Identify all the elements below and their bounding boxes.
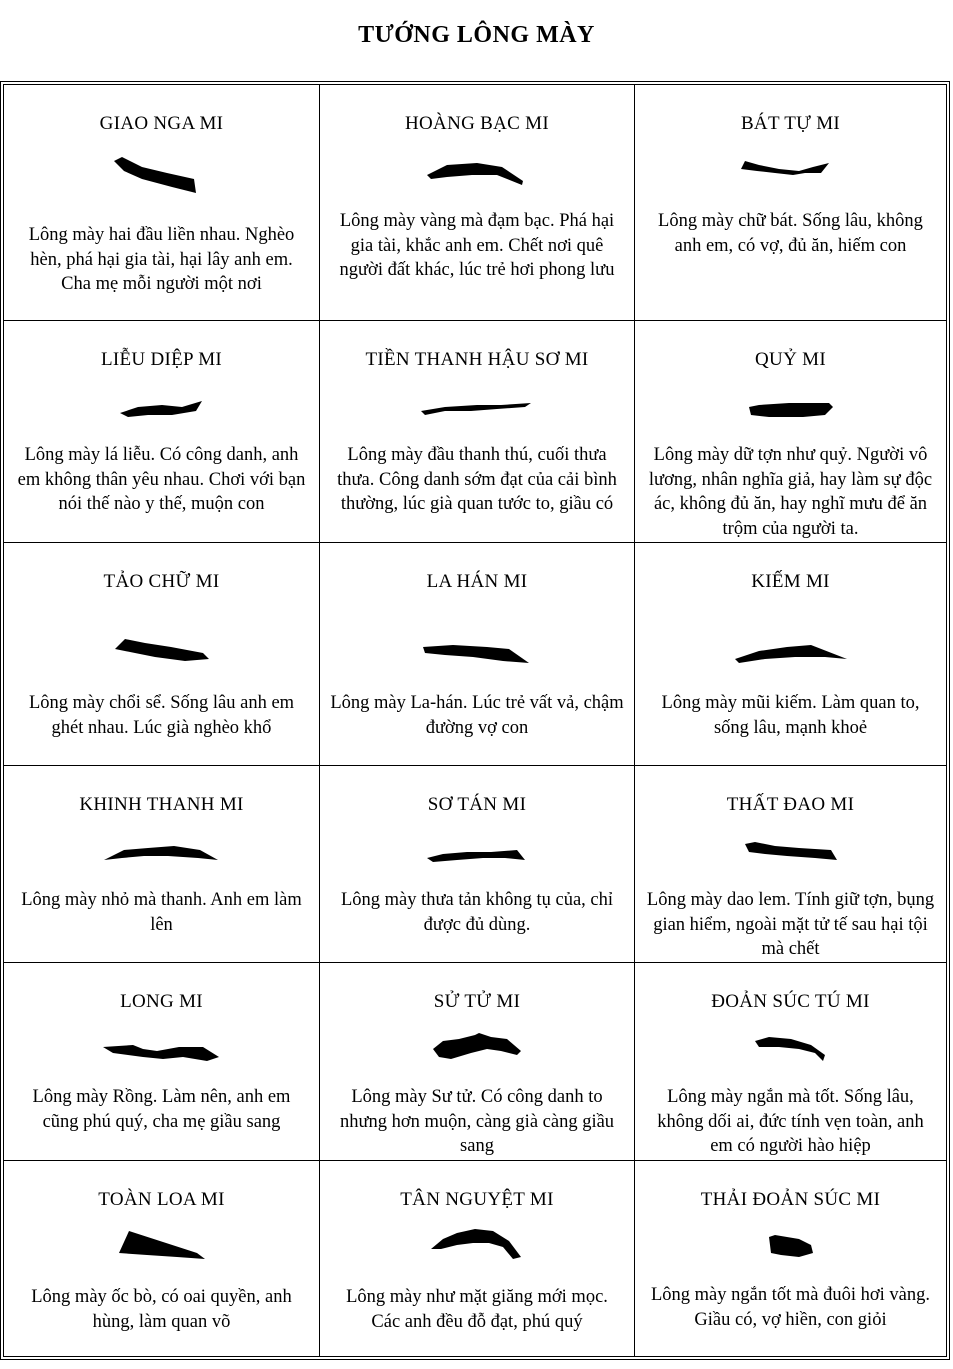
eyebrow-type-cell [635,543,946,766]
eyebrow-shape-icon [749,401,833,421]
eyebrow-shape-icon [745,842,837,868]
eyebrow-type-name: KHINH THANH MI [79,794,244,815]
eyebrow-type-description: Lông mày chữ bát. Sống lâu, không anh em, có vợ, đủ ăn, hiếm con [658,211,923,256]
eyebrow-type-name: TIỀN THANH HẬU SƠ MI [365,349,589,370]
eyebrow-shape-icon [115,637,209,667]
eyebrow-type-cell [635,85,946,321]
eyebrow-type-description: Lông mày nhỏ mà thanh. Anh em làm lên [21,890,302,935]
eyebrow-type-name: QUỶ MI [755,349,826,370]
eyebrow-type-name: THẤT ĐAO MI [726,794,855,815]
eyebrow-type-name: THẢI ĐOẢN SÚC MI [700,1189,881,1210]
eyebrow-type-name: LA HÁN MI [426,571,528,592]
eyebrow-shape-icon [431,1229,523,1261]
eyebrow-type-cell [635,766,946,963]
eyebrow-type-cell [320,85,635,321]
eyebrow-type-cell [320,766,635,963]
eyebrow-shape-icon [103,1039,221,1063]
eyebrow-shape-icon [427,848,527,864]
eyebrow-type-name: BÁT TỰ MI [740,113,841,134]
eyebrow-type-cell [4,766,320,963]
eyebrow-type-description: Lông mày chổi sể. Sống lâu anh em ghét nhau. Lúc già nghèo khổ [28,693,295,738]
eyebrow-type-cell [635,321,946,543]
eyebrow-type-name: TẢO CHỮ MI [103,571,220,592]
eyebrow-shape-icon [120,401,204,421]
eyebrow-type-description: Lông mày hai đầu liền nhau. Nghèo hèn, phá hại gia tài, hại lây anh em. Cha mẹ mỗi người một nơi [28,225,295,294]
eyebrow-type-description: Lông mày dữ tợn như quỷ. Người vô lương, nhân nghĩa giả, hay làm sự độc ác, không đủ ăn, hay nghĩ mưu để ăn trộm của người ta. [648,445,933,539]
eyebrow-shape-icon [769,1235,813,1257]
eyebrow-type-cell [320,321,635,543]
eyebrow-type-description: Lông mày mũi kiếm. Làm quan to, sống lâu, mạnh khoẻ [661,693,920,738]
eyebrow-type-description: Lông mày thưa tản không tụ của, chỉ được đủ dùng. [340,890,614,935]
eyebrow-type-description: Lông mày lá liễu. Có công danh, anh em không thân yêu nhau. Chơi với bạn nói thế nào y thế, muộn con [17,445,306,514]
eyebrow-type-name: TÂN NGUYỆT MI [400,1189,554,1210]
eyebrow-type-name: ĐOẢN SÚC TÚ MI [711,991,870,1012]
eyebrow-shape-icon [423,643,531,667]
eyebrow-table [3,84,947,1357]
eyebrow-shape-icon [755,1035,827,1063]
eyebrow-type-cell [4,963,320,1161]
eyebrow-type-description: Lông mày La-hán. Lúc trẻ vất vả, chậm đường vợ con [330,693,624,738]
eyebrow-type-name: SỬ TỬ MI [433,991,521,1012]
eyebrow-shape-icon [735,643,847,667]
eyebrow-type-description: Lông mày ngắn tốt mà đuôi hơi vàng. Giầu có, vợ hiền, con giỏi [650,1285,931,1330]
eyebrow-type-name: SƠ TÁN MI [427,794,527,815]
eyebrow-type-cell [320,963,635,1161]
eyebrow-shape-icon [431,1033,523,1065]
eyebrow-type-description: Lông mày đầu thanh thú, cuối thưa thưa. Công danh sớm đạt của cải bình thường, lúc già quan tước to, giầu có [337,445,617,514]
eyebrow-shape-icon [112,157,212,217]
eyebrow-type-description: Lông mày dao lem. Tính giữ tợn, bụng gian hiểm, ngoài mặt tử tế sau hại tội mà chết [646,890,935,959]
page-title: TƯỚNG LÔNG MÀY [358,22,595,48]
eyebrow-type-cell [4,1161,320,1356]
eyebrow-shape-icon [117,1231,207,1261]
eyebrow-type-cell [320,1161,635,1356]
eyebrow-shape-icon [427,161,527,191]
eyebrow-type-cell [635,963,946,1161]
eyebrow-type-cell [635,1161,946,1356]
eyebrow-type-description: Lông mày Rồng. Làm nên, anh em cũng phú quý, cha mẹ giầu sang [32,1087,291,1132]
eyebrow-type-description: Lông mày như mặt giăng mới mọc. Các anh đều đỗ đạt, phú quý [346,1287,608,1332]
eyebrow-shape-icon [741,161,841,191]
eyebrow-shape-icon [421,401,533,421]
eyebrow-type-cell [320,543,635,766]
eyebrow-type-name: LONG MI [120,991,203,1012]
eyebrow-type-description: Lông mày vàng mà đạm bạc. Phá hại gia tài, khắc anh em. Chết nơi quê người đất khác, lúc trẻ hơi phong lưu [339,211,615,280]
eyebrow-type-description: Lông mày ngắn mà tốt. Sống lâu, không dối ai, đức tính vẹn toàn, anh em có người hào hiệp [657,1087,924,1156]
eyebrow-shape-icon [104,844,220,864]
eyebrow-type-name: HOÀNG BẠC MI [405,113,549,134]
eyebrow-type-name: LIỄU DIỆP MI [100,349,223,370]
eyebrow-type-name: GIAO NGA MI [99,113,224,134]
eyebrow-type-cell [4,543,320,766]
eyebrow-type-cell [4,85,320,321]
eyebrow-type-cell [4,321,320,543]
eyebrow-type-name: KIẾM MI [751,571,830,592]
eyebrow-type-name: TOÀN LOA MI [98,1189,225,1210]
eyebrow-type-description: Lông mày ốc bò, có oai quyền, anh hùng, làm quan võ [31,1287,292,1332]
eyebrow-type-description: Lông mày Sư tử. Có công danh to nhưng hơn muộn, càng già càng giầu sang [339,1087,615,1156]
